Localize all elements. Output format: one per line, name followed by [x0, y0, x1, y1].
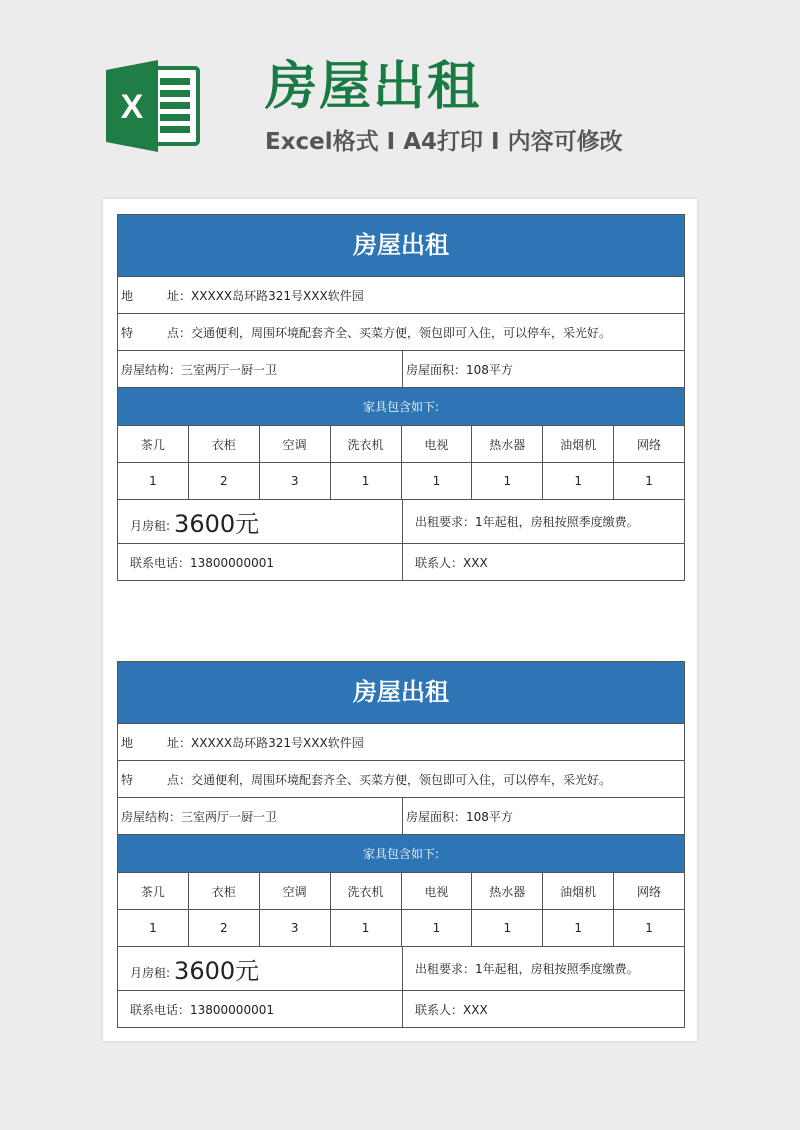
page-header — [0, 0, 800, 190]
furniture-qty: 1 — [471, 463, 542, 499]
page-subtitle: Excel格式 I A4打印 I 内容可修改 — [265, 129, 623, 155]
address-label-a: 地 — [121, 735, 134, 750]
rent-row — [118, 947, 684, 991]
logo-letter: X — [120, 88, 144, 126]
furniture-name: 热水器 — [471, 873, 542, 909]
rent-cell — [118, 500, 402, 543]
rent-value: 3600元 — [174, 957, 260, 985]
contact-row — [118, 991, 684, 1027]
address-label-a: 地 — [121, 288, 134, 303]
contact-cell: 联系人：XXX — [402, 544, 684, 580]
address-value: XXXXX岛环路321号XXX软件园 — [191, 288, 364, 303]
rental-form — [117, 661, 685, 1028]
features-value: 交通便利，周围环境配套齐全、买菜方便，领包即可入住，可以停车，采光好。 — [191, 325, 612, 340]
furniture-names-row — [118, 426, 684, 463]
furniture-name: 洗衣机 — [330, 426, 401, 462]
address-row — [118, 724, 684, 761]
furniture-qty: 1 — [149, 921, 157, 935]
furniture-name: 茶几 — [140, 437, 165, 452]
furniture-qty: 3 — [259, 463, 330, 499]
address-cell — [118, 277, 684, 313]
furniture-name: 电视 — [401, 426, 472, 462]
furniture-name: 衣柜 — [188, 426, 259, 462]
requirement-cell: 出租要求：1年起租，房租按照季度缴费。 — [402, 500, 684, 543]
furniture-name: 油烟机 — [542, 426, 613, 462]
furniture-name: 茶几 — [140, 884, 165, 899]
features-label-a: 特 — [121, 325, 134, 340]
furniture-name: 油烟机 — [542, 873, 613, 909]
furniture-name: 衣柜 — [188, 873, 259, 909]
features-cell — [118, 761, 684, 797]
features-row — [118, 314, 684, 351]
requirement-cell: 出租要求：1年起租，房租按照季度缴费。 — [402, 947, 684, 990]
rent-value: 3600元 — [174, 510, 260, 538]
page-title: 房屋出租 — [265, 57, 482, 117]
features-value: 交通便利，周围环境配套齐全、买菜方便，领包即可入住，可以停车，采光好。 — [191, 772, 612, 787]
structure-cell: 房屋结构：三室两厅一厨一卫 — [121, 809, 278, 824]
phone-cell: 联系电话：13800000001 — [130, 1002, 274, 1017]
structure-area-row — [118, 351, 684, 388]
contact-cell: 联系人：XXX — [402, 991, 684, 1027]
furniture-header: 家具包含如下: — [118, 835, 684, 873]
furniture-name: 空调 — [259, 426, 330, 462]
furniture-qty: 1 — [613, 910, 684, 946]
contact-row — [118, 544, 684, 580]
address-row — [118, 277, 684, 314]
furniture-name: 网络 — [613, 873, 684, 909]
rent-row — [118, 500, 684, 544]
excel-logo-icon — [102, 56, 202, 156]
address-label-b: 址： — [167, 735, 192, 750]
furniture-names-row — [118, 873, 684, 910]
furniture-qty-row — [118, 463, 684, 500]
furniture-qty: 3 — [259, 910, 330, 946]
features-cell — [118, 314, 684, 350]
furniture-qty: 1 — [330, 910, 401, 946]
furniture-qty: 1 — [542, 463, 613, 499]
furniture-qty: 1 — [149, 474, 157, 488]
furniture-qty: 1 — [613, 463, 684, 499]
area-cell: 房屋面积：108平方 — [402, 798, 684, 834]
address-value: XXXXX岛环路321号XXX软件园 — [191, 735, 364, 750]
furniture-qty: 2 — [188, 910, 259, 946]
features-row — [118, 761, 684, 798]
address-cell — [118, 724, 684, 760]
furniture-name: 洗衣机 — [330, 873, 401, 909]
rental-form — [117, 214, 685, 581]
furniture-name: 热水器 — [471, 426, 542, 462]
rent-label: 月房租: — [130, 519, 171, 533]
furniture-header: 家具包含如下: — [118, 388, 684, 426]
furniture-qty: 1 — [401, 463, 472, 499]
furniture-name: 电视 — [401, 873, 472, 909]
features-label-b: 点： — [167, 772, 192, 787]
address-label-b: 址： — [167, 288, 192, 303]
document-page — [103, 199, 697, 1041]
form-title: 房屋出租 — [118, 215, 684, 277]
area-cell: 房屋面积：108平方 — [402, 351, 684, 387]
features-label-a: 特 — [121, 772, 134, 787]
furniture-qty: 1 — [330, 463, 401, 499]
rent-cell — [118, 947, 402, 990]
furniture-qty: 1 — [401, 910, 472, 946]
rent-label: 月房租: — [130, 966, 171, 980]
structure-area-row — [118, 798, 684, 835]
furniture-name: 网络 — [613, 426, 684, 462]
phone-cell: 联系电话：13800000001 — [130, 555, 274, 570]
furniture-name: 空调 — [259, 873, 330, 909]
furniture-qty: 1 — [471, 910, 542, 946]
furniture-qty: 2 — [188, 463, 259, 499]
furniture-qty-row — [118, 910, 684, 947]
features-label-b: 点： — [167, 325, 192, 340]
form-title: 房屋出租 — [118, 662, 684, 724]
structure-cell: 房屋结构：三室两厅一厨一卫 — [121, 362, 278, 377]
furniture-qty: 1 — [542, 910, 613, 946]
